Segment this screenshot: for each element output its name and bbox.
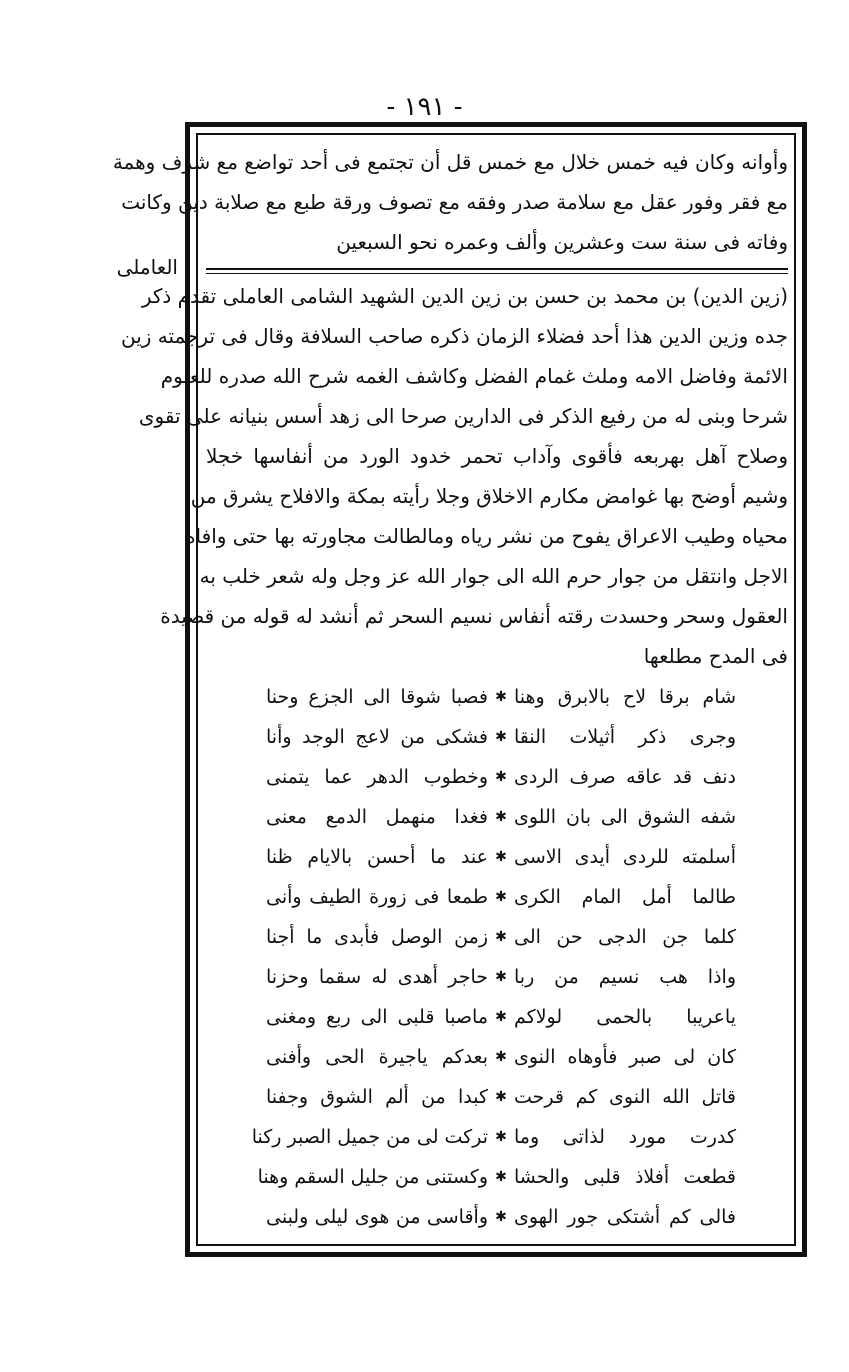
- verse-separator: ✱: [495, 729, 507, 745]
- verse-second-hemistich: كبدا من ألم الشوق وجفنا: [266, 1086, 488, 1108]
- verse-first-hemistich: قطعت أفلاذ قلبى والحشا: [514, 1166, 736, 1188]
- verse-separator: ✱: [495, 769, 507, 785]
- verse-first-hemistich: كان لى صبر فأوهاه النوى: [514, 1046, 736, 1068]
- verse-second-hemistich: فصبا شوقا الى الجزع وحنا: [266, 686, 488, 708]
- paragraph-line: وأوانه وكان فيه خمس خلال مع خمس قل أن تجتمع فى أحد تواضع مع شرف وهمة: [112, 150, 788, 174]
- paragraph-line: (زين الدين) بن محمد بن حسن بن زين الدين الشهيد الشامى العاملى تقدم ذكر: [141, 284, 788, 308]
- verse-separator: ✱: [495, 969, 507, 985]
- verse-line: [266, 717, 736, 757]
- verse-separator: ✱: [495, 1009, 507, 1025]
- verse-first-hemistich: شام برقا لاح بالابرق وهنا: [514, 686, 736, 708]
- paragraph-line: شرحا وبنى له من رفيع الذكر فى الدارين صرحا الى زهد أسس بنيانه على تقوى: [138, 404, 788, 428]
- verse-first-hemistich: أسلمته للردى أيدى الاسى: [514, 846, 736, 868]
- verse-line: [266, 1037, 736, 1077]
- verse-first-hemistich: شفه الشوق الى بان اللوى: [514, 806, 736, 828]
- verse-second-hemistich: طمعا فى زورة الطيف وأنى: [266, 886, 488, 908]
- verse-line: [257, 1157, 736, 1197]
- verse-line: [266, 877, 736, 917]
- paragraph-line: مع فقر وفور عقل مع سلامة صدر وفقه مع تصوف ورقة طبع مع صلابة دين وكانت: [121, 190, 788, 214]
- verse-separator: ✱: [495, 1209, 507, 1225]
- paragraph-line: وشيم أوضح بها غوامض مكارم الاخلاق وجلا رأيته بمكة والافلاح يشرق من: [190, 484, 788, 508]
- verse-second-hemistich: وكستنى من جليل السقم وهنا: [257, 1166, 488, 1188]
- paragraph-line: جده وزين الدين هذا أحد فضلاء الزمان ذكره صاحب السلافة وقال فى ترجمته زين: [120, 324, 788, 348]
- section-divider-thin: [206, 273, 788, 274]
- verse-second-hemistich: وخطوب الدهر عما يتمنى: [266, 766, 488, 788]
- verse-separator: ✱: [495, 929, 507, 945]
- verse-line: [266, 757, 736, 797]
- verse-second-hemistich: حاجر أهدى له سقما وحزنا: [266, 966, 488, 988]
- verse-second-hemistich: وأقاسى من هوى ليلى ولبنى: [266, 1206, 488, 1228]
- verse-second-hemistich: زمن الوصل فأبدى ما أجنا: [266, 926, 488, 948]
- verse-line: [266, 1197, 736, 1237]
- verse-first-hemistich: فالى كم أشتكى جور الهوى: [514, 1206, 736, 1228]
- verse-separator: ✱: [495, 1129, 507, 1145]
- paragraph-line: العقول وسحر وحسدت رقته أنفاس نسيم السحر ثم أنشد له قوله من قصيدة: [160, 604, 788, 628]
- verse-separator: ✱: [495, 1169, 507, 1185]
- verse-second-hemistich: بعدكم ياجيرة الحى وأفنى: [266, 1046, 488, 1068]
- verse-separator: ✱: [495, 1049, 507, 1065]
- section-divider: [206, 268, 788, 270]
- verse-line: [266, 917, 736, 957]
- verse-first-hemistich: طالما أمل المام الكرى: [514, 886, 736, 908]
- verse-separator: ✱: [495, 1089, 507, 1105]
- verse-separator: ✱: [495, 689, 507, 705]
- paragraph-line: وصلاح آهل بهربعه فأقوى وآداب تحمر خدود الورد من أنفاسها خجلا: [206, 444, 788, 468]
- verse-second-hemistich: ماصبا قلبى الى ربع ومغنى: [266, 1006, 488, 1028]
- verse-first-hemistich: دنف قد عاقه صرف الردى: [514, 766, 736, 788]
- paragraph-line: وفاته فى سنة ست وعشرين وألف وعمره نحو السبعين: [336, 230, 788, 254]
- paragraph-line: فى المدح مطلعها: [643, 644, 788, 668]
- text-block: [112, 140, 788, 1240]
- verse-line: [266, 957, 736, 997]
- verse-line: [266, 997, 736, 1037]
- page-number: - ١٩١ -: [386, 92, 463, 122]
- paragraph-line: الائمة وفاضل الامه وملث غمام الفضل وكاشف الغمه شرح الله صدره للعلوم: [160, 364, 788, 388]
- verse-second-hemistich: فشكى من لاعج الوجد وأنا: [266, 726, 488, 748]
- verse-first-hemistich: كدرت مورد لذاتى وما: [514, 1126, 736, 1148]
- paragraph-line: الاجل وانتقل من جوار حرم الله الى جوار الله عز وجل وله شعر خلب به: [199, 564, 788, 588]
- verse-first-hemistich: ياعريبا بالحمى لولاكم: [514, 1006, 736, 1028]
- verse-first-hemistich: وجرى ذكر أثيلات النقا: [514, 726, 736, 748]
- verse-line: [266, 677, 736, 717]
- verse-separator: ✱: [495, 889, 507, 905]
- verse-line: [266, 837, 736, 877]
- verse-line: [266, 1077, 736, 1117]
- verse-second-hemistich: فغدا منهمل الدمع معنى: [266, 806, 488, 828]
- verse-line: [251, 1117, 736, 1157]
- verse-first-hemistich: قاتل الله النوى كم قرحت: [514, 1086, 736, 1108]
- margin-note: العاملى: [116, 255, 178, 279]
- verse-first-hemistich: واذا هب نسيم من ربا: [514, 966, 736, 988]
- paragraph-line: محياه وطيب الاعراق يفوح من نشر رياه ومالطالت مجاورته بها حتى وافاه: [185, 524, 788, 548]
- verse-first-hemistich: كلما جن الدجى حن الى: [514, 926, 736, 948]
- verse-line: [266, 797, 736, 837]
- verse-separator: ✱: [495, 849, 507, 865]
- verse-separator: ✱: [495, 809, 507, 825]
- verse-second-hemistich: تركت لى من جميل الصبر ركنا: [251, 1126, 488, 1148]
- verse-second-hemistich: عند ما أحسن بالايام ظنا: [266, 846, 488, 868]
